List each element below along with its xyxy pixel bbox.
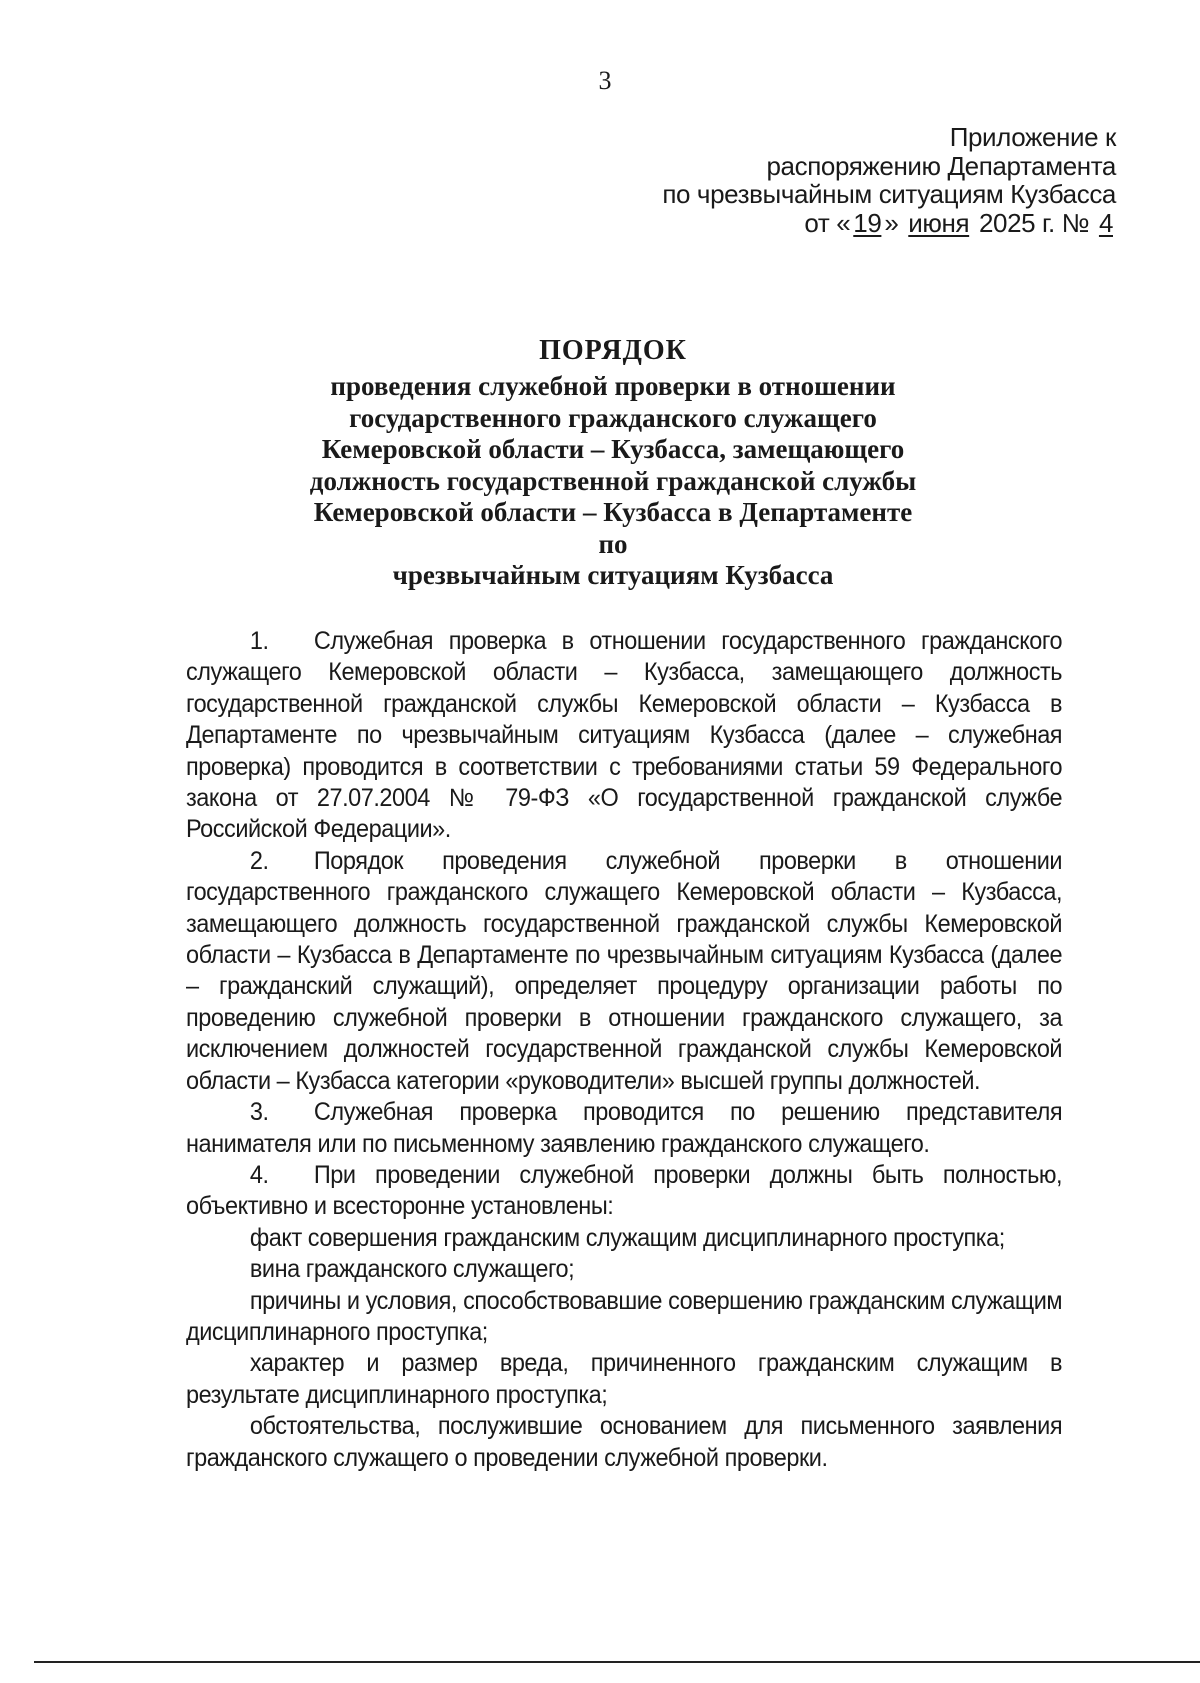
- footer-divider: [34, 1661, 1200, 1663]
- date-month: июня: [908, 207, 970, 238]
- list-item: причины и условия, способствовавшие совершению гражданским служащим дисциплинарного проступка;: [186, 1286, 1063, 1346]
- paragraph-text: Служебная проверка в отношении государственного гражданского служащего Кемеровской области – Кузбасса, замещающего должность государственной гражданской службы Кемеровской области – Кузбасса в Департаменте по чрезвычайным ситуациям Кузбасса (далее – служебная проверка) проводится в соответствии с требованиями статьи 59 Федерального закона от 27.07.2004 № 79-ФЗ «О государственной гражданской службе Российской Федерации».: [186, 627, 1063, 844]
- list-item: обстоятельства, послужившие основанием для письменного заявления гражданского служащего о проведении служебной проверки.: [186, 1412, 1063, 1472]
- title-line: государственного гражданского служащего: [349, 402, 877, 433]
- title-line: должность государственной гражданской службы: [309, 465, 917, 496]
- date-prefix: от «: [804, 207, 851, 238]
- paragraph-text: При проведении служебной проверки должны быть полностью, объективно и всесторонне установлены:: [186, 1160, 1063, 1221]
- title-main: ПОРЯДОК: [539, 335, 687, 366]
- paragraph-text: Служебная проверка проводится по решению представителя нанимателя или по письменному заявлению гражданского служащего.: [186, 1098, 1063, 1158]
- title-line: чрезвычайным ситуациям Кузбасса: [392, 560, 834, 590]
- date-mid: »: [884, 207, 899, 238]
- appendix-line-3: по чрезвычайным ситуациям Кузбасса: [662, 179, 1116, 209]
- paragraph-number: 4.: [249, 1160, 269, 1189]
- list-item: вина гражданского служащего;: [249, 1255, 575, 1284]
- title-line: Кемеровской области – Кузбасса, замещающего: [321, 434, 905, 464]
- paragraph-number: 2.: [249, 846, 269, 875]
- page-number: 3: [598, 66, 612, 95]
- order-number: 4: [1098, 207, 1113, 238]
- document-title: [300, 333, 926, 592]
- paragraph-3: [186, 1097, 1062, 1160]
- paragraph-text: Порядок проведения служебной проверки в отношении государственного гражданского служащего Кемеровской области – Кузбасса, замещающего должность государственной гражданской службы Кемеровской области – Кузбасса в Департаменте по чрезвычайным ситуациям Кузбасса (далее – гражданский служащий), определяет процедуру организации работы по проведению служебной проверки в отношении гражданского служащего, за исключением должностей государственной гражданской службы Кемеровской области – Кузбасса категории «руководители» высшей группы должностей.: [186, 846, 1063, 1095]
- date-year: 2025 г. №: [978, 207, 1090, 238]
- paragraph-number: 1.: [249, 627, 269, 655]
- title-line: проведения служебной проверки в отношении: [330, 371, 896, 401]
- appendix-line-2: распоряжению Департамента: [766, 150, 1116, 181]
- title-line: Кемеровской области – Кузбасса в Департаменте по: [313, 497, 913, 559]
- document-body: [186, 626, 1062, 1474]
- paragraph-number: 3.: [249, 1098, 269, 1127]
- appendix-line-1: Приложение к: [949, 122, 1116, 152]
- paragraph-1: [186, 626, 1062, 846]
- appendix-header: [662, 123, 1116, 237]
- list-item: факт совершения гражданским служащим дисциплинарного проступка;: [249, 1223, 1005, 1252]
- paragraph-4: [186, 1160, 1062, 1223]
- paragraph-2: [186, 846, 1062, 1097]
- list-item: характер и размер вреда, причиненного гражданским служащим в результате дисциплинарного проступка;: [186, 1349, 1063, 1409]
- appendix-date-line: [662, 209, 1116, 238]
- date-day: 19: [853, 207, 882, 238]
